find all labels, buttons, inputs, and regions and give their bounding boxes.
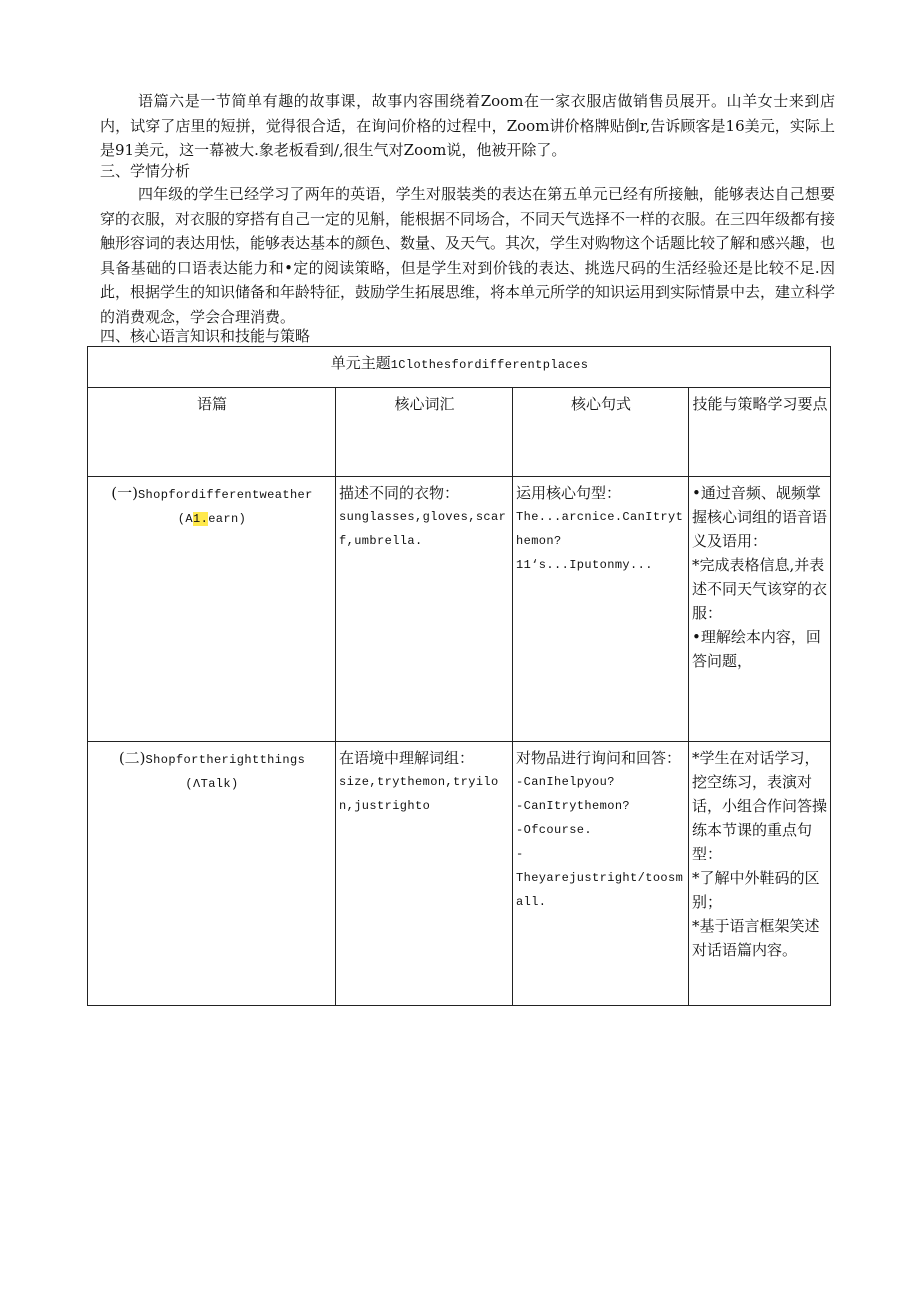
learner-analysis-paragraph: 四年级的学生已经学习了两年的英语，学生对服装类的表达在第五单元已经有所接触，能够表达自己想要穿的衣服，对衣服的穿搭有自己一定的见斛，能根据不同场合，不同天气选择不一样的衣服。在三四年级都有接触形容词的表达用怯，能够表达基本的颜色、数量、及天气。其次，学生对购物这个话题比较了解和感兴趣，也具备基础的口语表达能力和•定的阅读策略，但是学生对到价钱的表达、挑选尺码的生活经验还是比较不足.因此，根据学生的知识储备和年龄特征，鼓励学生拓展思维，将本单元所学的知识运用到实际情景中去，建立科学的消费观念，学会合理消费。	[100, 185, 836, 326]
section-heading-learner-analysis: 三、学情分析	[100, 162, 191, 180]
header-core-sentences: 核心句式	[513, 388, 689, 477]
sentences-intro: 对物品进行询问和回答：	[516, 749, 682, 767]
skill-item: *学生在对话学习，挖空练习，表演对话，小组合作问答操练本节课的重点句型：	[692, 749, 828, 863]
skill-item: •通过音频、觇频掌握核心词组的语音语义及语用：	[692, 484, 828, 550]
vocabulary-words: size,trythemon,tryilon,justrighto	[339, 775, 499, 813]
section-name-cell	[88, 742, 336, 1006]
subtitle-suffix: earn)	[208, 512, 247, 526]
header-text-section: 语篇	[88, 388, 336, 477]
skills-cell	[689, 742, 831, 1006]
sentences-cell	[513, 477, 689, 742]
sentence-line: Theyarejustright/toosmall.	[516, 871, 684, 909]
sentence-line: 11‘s...Iputonmy...	[516, 558, 653, 572]
header-skills-strategies: 技能与策略学习要点	[689, 388, 831, 477]
section-number: (二)	[118, 749, 146, 767]
skill-item: *基于语言框架笑述对话语篇内容。	[692, 917, 820, 959]
vocabulary-cell	[336, 477, 513, 742]
sentences-intro: 运用核心句型：	[516, 484, 622, 502]
sentence-line: -	[516, 847, 524, 861]
skill-item: •理解绘本内容，回答问题，	[692, 628, 821, 670]
vocabulary-intro: 在语境中理解词组：	[339, 749, 475, 767]
vocabulary-cell	[336, 742, 513, 1006]
unit-theme-label: 单元主题	[330, 354, 391, 372]
section-name-cell	[88, 477, 336, 742]
section-heading-core-knowledge: 四、核心语言知识和技能与策略	[100, 327, 311, 345]
vocabulary-words: sunglasses,gloves,scarf,umbrella.	[339, 510, 507, 548]
sentence-line: -CanItrythemon?	[516, 799, 631, 813]
section-subtitle	[91, 507, 333, 531]
skill-item: *了解中外鞋码的区别；	[692, 869, 820, 911]
unit-theme-cell	[88, 347, 831, 388]
section-subtitle: (ΛTalk)	[185, 777, 239, 791]
core-knowledge-table	[87, 346, 831, 1006]
table-row	[88, 477, 831, 742]
skills-cell	[689, 477, 831, 742]
sentence-line: -Ofcourse.	[516, 823, 593, 837]
sentence-line: The...arcnice.CanItrythemon?	[516, 510, 684, 548]
vocabulary-intro: 描述不同的衣物：	[339, 484, 460, 502]
sentence-line: -CanIhelpyou?	[516, 775, 615, 789]
section-title: Shopfordifferentweather	[137, 488, 313, 502]
subtitle-highlight: 1.	[192, 512, 209, 526]
story-paragraph: 语篇六是一节简单有趣的故事课，故事内容围绕着Zoom在一家衣服店做销售员展开。山羊女士来到店内，试穿了店里的短拼，觉得很合适，在询问价格的过程中，Zoom讲价格牌贴倒r,告诉顾客是16美元，实际上是91美元，这一幕被大.象老板看到/,很生气对Zoom说，他被开除了。	[100, 92, 835, 159]
header-core-vocabulary: 核心词汇	[336, 388, 513, 477]
skill-item: *完成表格信息,并表述不同天气该穿的衣服：	[692, 556, 828, 622]
table-header-row	[88, 388, 831, 477]
section-title: Shopfortherightthings	[145, 753, 306, 767]
unit-theme-value: 1Clothesfordifferentplaces	[390, 358, 589, 372]
sentences-cell	[513, 742, 689, 1006]
unit-theme-row	[88, 347, 831, 388]
subtitle-prefix: (A	[177, 512, 193, 526]
section-number: (一)	[111, 484, 138, 502]
table-row	[88, 742, 831, 1006]
